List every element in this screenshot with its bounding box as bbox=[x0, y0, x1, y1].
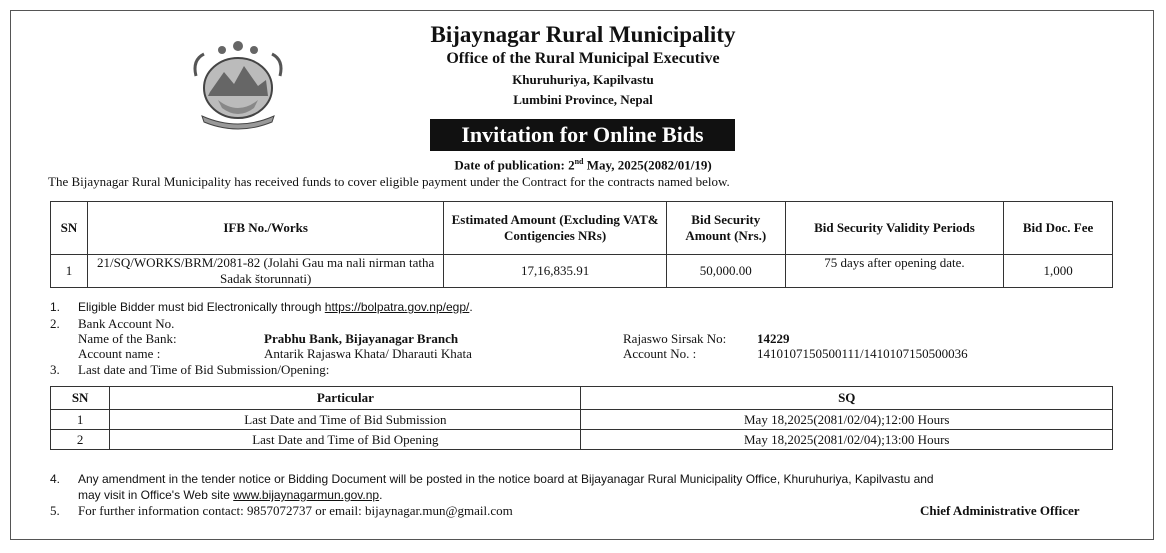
bank-name-label: Name of the Bank: bbox=[78, 331, 177, 346]
col-sn: SN bbox=[51, 202, 88, 255]
table-row bbox=[51, 410, 1113, 430]
pub-suffix: May, 2025(2082/01/19) bbox=[583, 157, 712, 173]
table-row bbox=[51, 255, 1113, 288]
cell-particular: Last Date and Time of Bid Opening bbox=[110, 430, 581, 450]
col-sq: SQ bbox=[581, 387, 1113, 410]
cell-works: 21/SQ/WORKS/BRM/2081-82 (Jolahi Gau ma nali nirman tatha Sadak štorunnati) bbox=[87, 255, 443, 288]
col-validity: Bid Security Validity Periods bbox=[785, 202, 1003, 255]
cell-fee: 1,000 bbox=[1004, 255, 1113, 288]
note-5 bbox=[50, 503, 513, 519]
table-row bbox=[51, 430, 1113, 450]
bids-table bbox=[50, 201, 1113, 288]
note-3 bbox=[50, 362, 329, 378]
note-4-text: Any amendment in the tender notice or Bidding Document will be posted in the notice board at Bijayanagar Rural Municipality Office, Khuruhuriya, Kapilvastu and bbox=[78, 472, 934, 486]
col-works: IFB No./Works bbox=[87, 202, 443, 255]
schedule-table bbox=[50, 386, 1113, 450]
note-4-number: 4. bbox=[50, 472, 61, 486]
col-particular: Particular bbox=[110, 387, 581, 410]
cell-particular: Last Date and Time of Bid Submission bbox=[110, 410, 581, 430]
account-no: 1410107150500111/1410107150500036 bbox=[757, 346, 968, 361]
note-3-text: Last date and Time of Bid Submission/Opening: bbox=[78, 362, 330, 377]
note-3-number: 3. bbox=[50, 362, 60, 377]
cell-validity: 75 days after opening date. bbox=[785, 255, 1003, 288]
pub-sup: nd bbox=[574, 157, 584, 166]
note-5-number: 5. bbox=[50, 503, 60, 518]
note-2-text: Bank Account No. bbox=[78, 316, 175, 331]
address-line-1: Khuruhuriya, Kapilvastu bbox=[512, 72, 654, 87]
cell-sn: 1 bbox=[51, 255, 88, 288]
cell-security: 50,000.00 bbox=[666, 255, 785, 288]
note-1 bbox=[50, 300, 473, 314]
municipality-title: Bijaynagar Rural Municipality bbox=[430, 22, 736, 47]
note-2 bbox=[50, 316, 174, 332]
signatory: Chief Administrative Officer bbox=[920, 503, 1080, 518]
address-line-2: Lumbini Province, Nepal bbox=[513, 92, 653, 107]
schedule-table-header bbox=[51, 387, 1113, 410]
website-link[interactable]: www.bijaynagarmun.gov.np bbox=[233, 488, 380, 502]
note-4-end: . bbox=[379, 488, 383, 502]
col-bid-security: Bid Security Amount (Nrs.) bbox=[666, 202, 785, 255]
account-no-label: Account No. : bbox=[623, 346, 697, 361]
sirsak-label: Rajaswo Sirsak No: bbox=[623, 331, 727, 346]
note-1-text: Eligible Bidder must bid Electronically through bbox=[78, 300, 325, 314]
col-sn: SN bbox=[51, 387, 110, 410]
note-1-end: . bbox=[469, 300, 473, 314]
col-doc-fee: Bid Doc. Fee bbox=[1004, 202, 1113, 255]
note-2-number: 2. bbox=[50, 316, 60, 331]
invitation-banner: Invitation for Online Bids bbox=[430, 119, 735, 151]
egp-link[interactable]: https://bolpatra.gov.np/egp/ bbox=[324, 300, 470, 314]
col-estimated-amount: Estimated Amount (Excluding VAT& Contigencies NRs) bbox=[444, 202, 667, 255]
cell-sq: May 18,2025(2081/02/04);13:00 Hours bbox=[581, 430, 1113, 450]
note-4-text-2: may visit in Office's Web site bbox=[78, 488, 234, 502]
pub-prefix: Date of publication: 2 bbox=[454, 157, 575, 173]
cell-sn: 2 bbox=[51, 430, 110, 450]
note-5-text: For further information contact: 9857072737 or email: bijaynagar.mun@gmail.com bbox=[78, 503, 513, 518]
bids-table-header bbox=[51, 202, 1113, 255]
intro-text: The Bijaynagar Rural Municipality has received funds to cover eligible payment under the Contract for the contracts named below. bbox=[48, 174, 730, 189]
account-name: Antarik Rajaswa Khata/ Dharauti Khata bbox=[264, 346, 472, 361]
note-4 bbox=[50, 472, 934, 486]
cell-sn: 1 bbox=[51, 410, 110, 430]
cell-sq: May 18,2025(2081/02/04);12:00 Hours bbox=[581, 410, 1113, 430]
sirsak-no: 14229 bbox=[757, 331, 790, 346]
publication-date bbox=[0, 157, 1166, 173]
office-title: Office of the Rural Municipal Executive bbox=[446, 50, 720, 67]
account-name-label: Account name : bbox=[78, 346, 161, 361]
cell-amount: 17,16,835.91 bbox=[444, 255, 667, 288]
bank-name: Prabhu Bank, Bijayanagar Branch bbox=[264, 331, 459, 346]
note-1-number: 1. bbox=[50, 300, 61, 314]
note-4-continued bbox=[78, 488, 382, 502]
